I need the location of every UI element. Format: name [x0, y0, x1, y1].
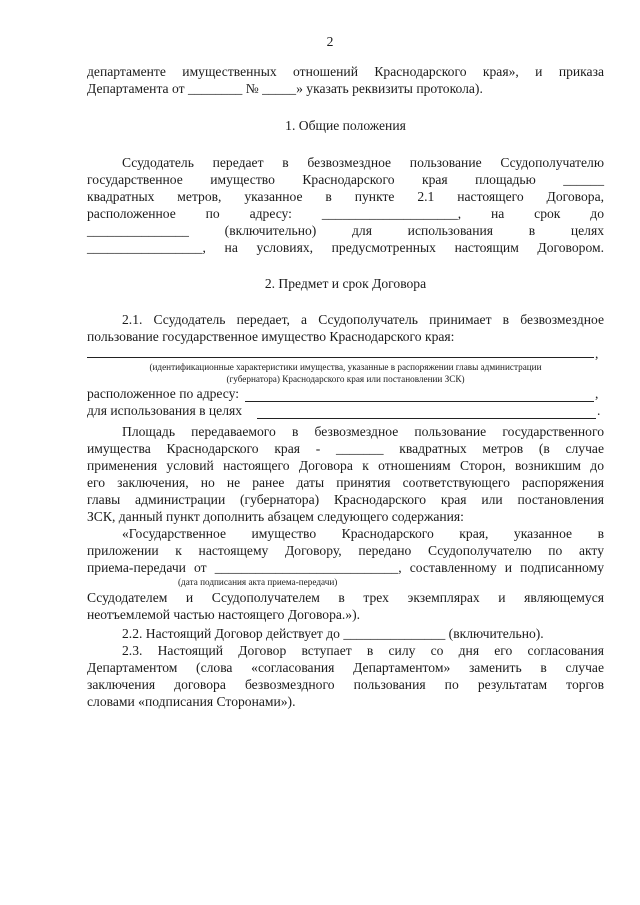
section1-line-6: _________________, на условиях, предусмотренных настоящим Договором.	[87, 240, 604, 255]
area-line-5: главы администрации (губернатора) Краснодарского края или постановления	[87, 492, 604, 507]
p22-line: 2.2. Настоящий Договор действует до _______________ (включительно).	[122, 626, 544, 641]
area-line-3: применения условий настоящего Договора к отношениям Сторон, возникшим до	[87, 458, 604, 473]
p23-line-2: Департаментом (слова «согласования Департаментом» заменить в случае	[87, 660, 604, 675]
section2-heading: 2. Предмет и срок Договора	[264, 276, 427, 291]
section1-line-5: _______________ (включительно) для использования в целях	[87, 223, 604, 238]
property-note-line-1: (идентификационные характеристики имущества, указанные в распоряжении главы администрации	[149, 362, 542, 372]
p23-line-1: 2.3. Настоящий Договор вступает в силу со дня его согласования	[122, 643, 604, 658]
area-line-6: ЗСК, данный пункт дополнить абзацем следующего содержания:	[87, 509, 464, 524]
intro-line-1: департаменте имущественных отношений Краснодарского края», и приказа	[87, 64, 604, 79]
purpose-blank-dot: .	[597, 403, 601, 418]
act-date-note: (дата подписания акта приема-передачи)	[178, 577, 338, 587]
section1-line-3: квадратных метров, указанное в пункте 2.1 настоящего Договора,	[87, 189, 604, 204]
page-number: 2	[326, 34, 334, 49]
intro-line-2: Департамента от ________ № _____» указать реквизиты протокола).	[87, 81, 483, 96]
purpose-blank-line	[257, 418, 596, 419]
property-note-line-2: (губернатора) Краснодарского края или постановлении ЗСК)	[226, 374, 465, 384]
p23-line-4: словами «подписания Сторонами»).	[87, 694, 296, 709]
address-label: расположенное по адресу:	[87, 386, 240, 401]
area-line-2: имущества Краснодарского края - _______ квадратных метров (в случае	[87, 441, 604, 456]
section1-heading: 1. Общие положения	[285, 118, 406, 133]
quote-line-2: приложении к настоящему Договору, передано Ссудополучателю по акту	[87, 543, 604, 558]
quote-line-3: приема-передачи от ___________________________, составленному и подписанному	[87, 560, 604, 575]
section1-line-1: Ссудодатель передает в безвозмездное пользование Ссудополучателю	[122, 155, 604, 170]
area-line-4: его заключения, но не ранее даты принятия соответствующего распоряжения	[87, 475, 604, 490]
section1-line-2: государственное имущество Краснодарского края площадью ______	[87, 172, 604, 187]
p21-line-1: 2.1. Ссудодатель передает, а Ссудополучатель принимает в безвозмездное	[122, 312, 604, 327]
area-line-1: Площадь передаваемого в безвозмездное пользование государственного	[122, 424, 604, 439]
address-blank-line	[245, 401, 594, 402]
quote-end-line-2: неотъемлемой частью настоящего Договора.»).	[87, 607, 361, 622]
section1-line-4: расположенное по адресу: ____________________, на срок до	[87, 206, 604, 221]
quote-line-1: «Государственное имущество Краснодарского края, указанное в	[122, 526, 604, 541]
p21-line-2: пользование государственное имущество Краснодарского края:	[87, 329, 455, 344]
address-blank-comma: ,	[595, 386, 599, 401]
p23-line-3: заключения договора безвозмездного пользования по результатам торгов	[87, 677, 604, 692]
quote-end-line-1: Ссудодателем и Ссудополучателем в трех экземплярах и являющемуся	[87, 590, 604, 605]
property-blank-line	[87, 357, 594, 358]
property-blank-comma: ,	[595, 346, 599, 361]
purpose-label: для использования в целях	[87, 403, 243, 418]
